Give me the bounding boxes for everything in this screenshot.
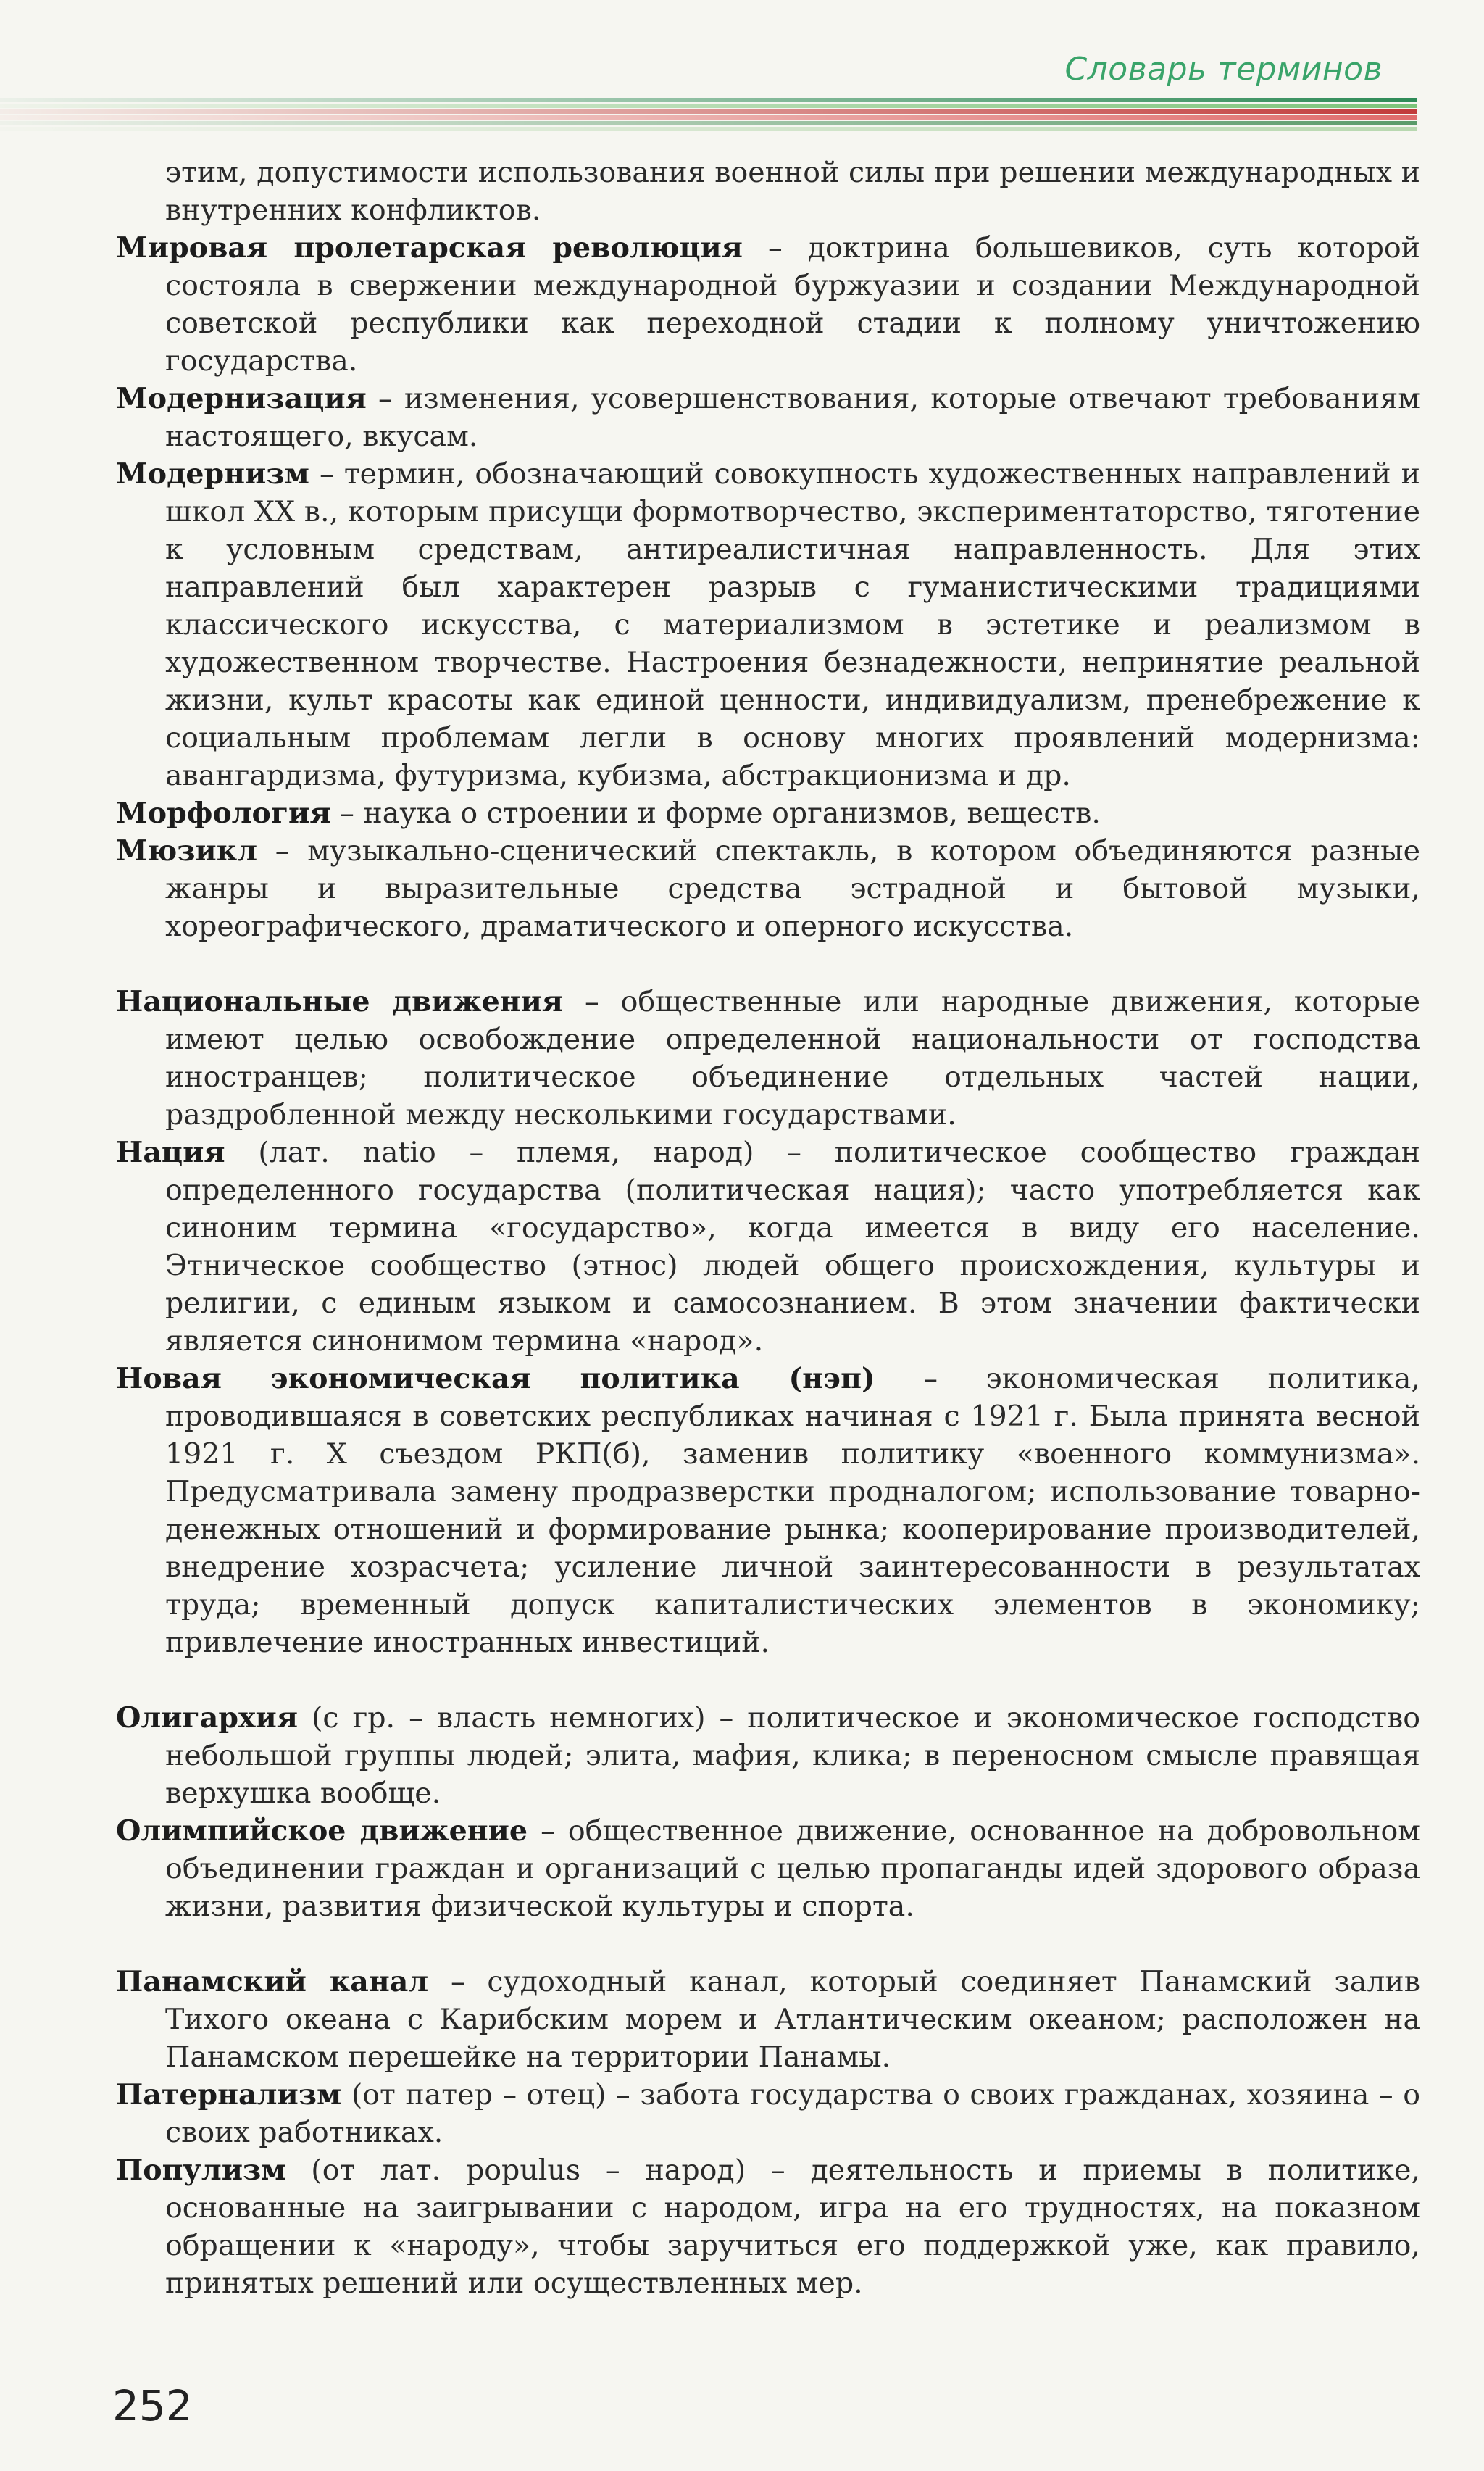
entry-term: Мюзикл xyxy=(116,834,258,868)
entry-definition: – общественные или народные движения, которые имеют целью освобождение определенной национальности от господства иностранцев; политическое объединение отдельных частей нации, раздробленной между несколькими государствами. xyxy=(165,985,1420,1131)
entry-term: Панамский канал xyxy=(116,1965,429,1998)
decorative-stripes xyxy=(0,98,1417,136)
entry-definition: – экономическая политика, проводившаяся в советских республиках начиная с 1921 г. Была принята весной 1921 г. X съездом РКП(б), заменив политику «военного коммунизма». Предусматривала замену продразверстки продналогом; использование товарно-денежных отношений и формирование рынка; кооперирование производителей, внедрение хозрасчета; усиление личной заинтересованности в результатах труда; временный допуск капиталистических элементов в экономику; привлечение иностранных инвестиций. xyxy=(165,1362,1420,1659)
continuation-text: этим, допустимости использования военной силы при решении международных и внутренних конфликтов. xyxy=(165,156,1420,227)
stripe-2 xyxy=(0,104,1417,108)
glossary-entry xyxy=(116,229,1420,380)
page-number: 252 xyxy=(112,2381,193,2430)
page-header xyxy=(0,0,1484,152)
stripe-6 xyxy=(0,127,1417,131)
entry-definition: – доктрина большевиков, суть которой состояла в свержении международной буржуазии и создании Международной советской республики как переходной стадии к полному уничтожению государства. xyxy=(165,231,1420,378)
glossary-entry xyxy=(116,380,1420,455)
entry-definition: – общественное движение, основанное на добровольном объединении граждан и организаций с целью пропаганды идей здорового образа жизни, развития физической культуры и спорта. xyxy=(165,1814,1420,1923)
stripe-3 xyxy=(0,109,1417,114)
glossary-entry xyxy=(116,455,1420,794)
glossary-content xyxy=(116,154,1420,2302)
entry-term: Патернализм xyxy=(116,2078,342,2111)
glossary-entry xyxy=(116,1963,1420,2076)
entry-definition: – изменения, усовершенствования, которые отвечают требованиям настоящего, вкусам. xyxy=(165,382,1420,453)
glossary-entry xyxy=(116,794,1420,832)
stripe-5 xyxy=(0,121,1417,125)
entry-definition: (с гр. – власть немногих) – политическое и экономическое господство небольшой группы людей; элита, мафия, клика; в переносном смысле правящая верхушка вообще. xyxy=(165,1701,1420,1810)
section-gap xyxy=(116,1661,1420,1699)
entry-definition: (от лат. populus – народ) – деятельность и приемы в политике, основанные на заигрывании с народом, игра на его трудностях, на показном обращении к «народу», чтобы заручиться его поддержкой уже, как правило, принятых решений или осуществленных мер. xyxy=(165,2154,1420,2300)
entry-term: Модернизм xyxy=(116,457,309,491)
section-gap xyxy=(116,945,1420,983)
entry-definition: – наука о строении и форме организмов, веществ. xyxy=(330,797,1101,830)
entry-definition: – музыкально-сценический спектакль, в котором объединяются разные жанры и выразительные средства эстрадной и бытовой музыки, хореографического, драматического и оперного искусства. xyxy=(165,834,1420,943)
glossary-entry xyxy=(116,1134,1420,1360)
glossary-entry xyxy=(116,1699,1420,1812)
entry-term: Новая экономическая политика (нэп) xyxy=(116,1362,875,1395)
entry-term: Национальные движения xyxy=(116,985,564,1018)
stripe-1 xyxy=(0,98,1417,102)
section-gap xyxy=(116,1925,1420,1963)
entry-term: Нация xyxy=(116,1136,225,1169)
entry-term: Популизм xyxy=(116,2154,286,2187)
entry-definition: – термин, обозначающий совокупность художественных направлений и школ XX в., которым присущи формотворчество, экспериментаторство, тяготение к условным средствам, антиреалистичная направленность. Для этих направлений был характерен разрыв с гуманистическими традициями классического искусства, с материализмом в эстетике и реализмом в художественном творчестве. Настроения безнадежности, непринятие реальной жизни, культ красоты как единой ценности, индивидуализм, пренебрежение к социальным проблемам легли в основу многих проявлений модернизма: авангардизма, футуризма, кубизма, абстракционизма и др. xyxy=(165,457,1420,792)
glossary-entry xyxy=(116,1360,1420,1661)
glossary-entry xyxy=(116,2076,1420,2151)
glossary-entry xyxy=(116,983,1420,1134)
stripe-4 xyxy=(0,115,1417,120)
entry-term: Олигархия xyxy=(116,1701,299,1735)
entry-term: Морфология xyxy=(116,797,331,830)
entry-definition: (от патер – отец) – забота государства о своих гражданах, хозяина – о своих работниках. xyxy=(165,2078,1420,2149)
glossary-entry xyxy=(116,1812,1420,1925)
entry-term: Олимпийское движение xyxy=(116,1814,528,1848)
entry-term: Модернизация xyxy=(116,382,367,415)
glossary-entry xyxy=(116,832,1420,945)
running-title: Словарь терминов xyxy=(1064,51,1383,88)
glossary-entry xyxy=(116,2151,1420,2302)
entry-definition: (лат. natio – племя, народ) – политическое сообщество граждан определенного государства (политическая нация); часто употребляется как синоним термина «государство», когда имеется в виду его население. Этническое сообщество (этнос) людей общего происхождения, культуры и религии, с единым языком и самосознанием. В этом значении фактически является синонимом термина «народ». xyxy=(165,1136,1420,1358)
entry-term: Мировая пролетарская революция xyxy=(116,231,743,265)
entry-definition: – судоходный канал, который соединяет Панамский залив Тихого океана с Карибским морем и Атлантическим океаном; расположен на Панамском перешейке на территории Панамы. xyxy=(165,1965,1420,2074)
